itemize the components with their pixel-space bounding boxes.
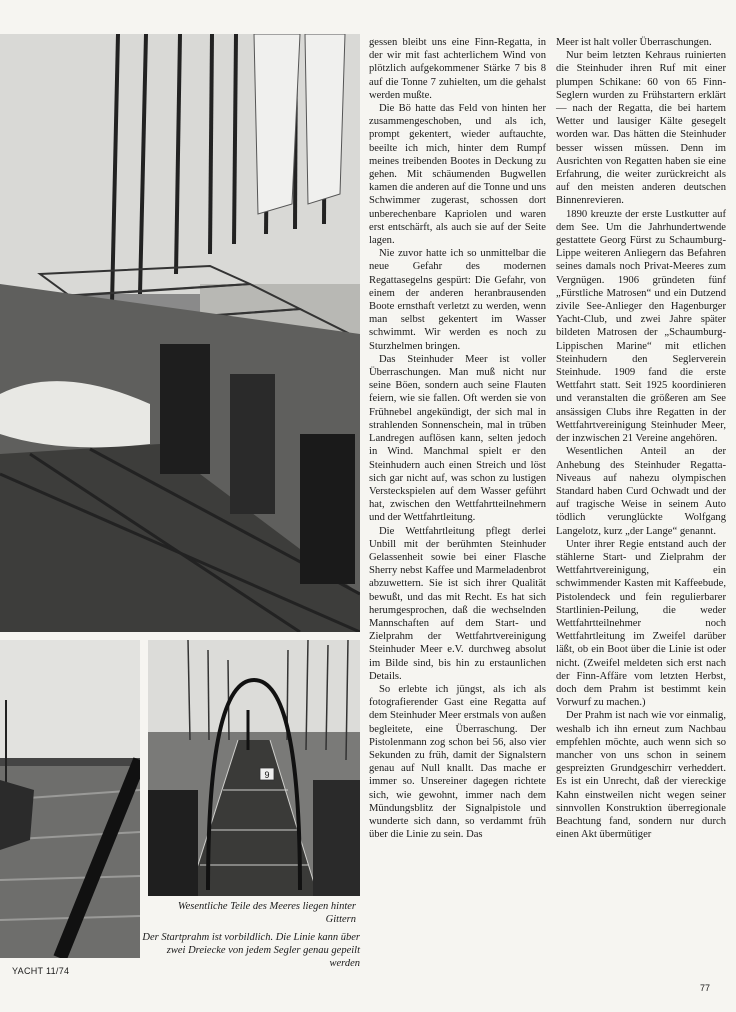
article-column-middle <box>369 36 546 841</box>
paragraph: gessen bleibt uns eine Finn-Regatta, in der wir mit fast achterlichem Wind von plötzlich aufgekommener Stärke 7 bis 8 auf die Tonne 7 zuhielten, um die gehalst werden mußte. <box>369 37 546 101</box>
sailboat-photo <box>0 640 140 958</box>
start-pontoon-photo <box>148 640 360 896</box>
paragraph: Die Wettfahrtleitung pflegt derlei Unbill mit der berühmten Steinhuder Gelassenheit sowie bei einer Flasche Sherry nebst Kaffee und Marmeladenbrot abzuwettern. Sie ist sich ihrer Qualität bewußt, und das mit Recht. Es hat sich herumgesprochen, daß die wechselnden Mannschaften auf dem Start- und Zielprahm der Wettfahrtvereinigung Steinhuder Meer e.V. durchweg absolut im Bilde sind, bis hin zu erstaunlichen Details. <box>369 525 546 682</box>
article-column-right <box>556 36 726 841</box>
photo-caption-startprahm: Der Startprahm ist vorbildlich. Die Linie kann über zwei Dreiecke von jedem Segler genau gepeilt werden <box>142 932 360 969</box>
magazine-issue: YACHT 11/74 <box>12 966 70 976</box>
paragraph: Wesentlichen Anteil an der Anhebung des Steinhuder Regatta-Niveaus auf nahezu olympischen Standard haben Curd Ochwadt und der auf tragische Weise in seinem Auto tödlich verunglückte Wolfgang Langelotz, kurz „der Lange“ genannt. <box>556 446 726 537</box>
page-number: 77 <box>700 983 711 993</box>
harbor-photo <box>0 34 360 632</box>
paragraph: Der Prahm ist nach wie vor einmalig, weshalb ich ihn erneut zum Nachbau empfehlen möchte, auch wenn sich so mancher von uns schon in seinem gespreizten Grundgeschirr verheddert. Es ist ein Unrecht, daß der viereckige Kahn einstweilen nicht wegen seiner sinnvollen Konstruktion überregionale Beachtung fand, sondern nur durch einen Akt übermütiger <box>556 710 726 841</box>
photo-caption-gitter: Wesentliche Teile des Meeres liegen hinter Gittern <box>177 901 356 925</box>
paragraph: 1890 kreuzte der erste Lustkutter auf dem See. Um die Jahrhundertwende gestattete Georg Fürst zu Schaumburg-Lippe weiteren Anliegern das Befahren seines damals noch Privat-Meeres zum Vergnügen. 1906 gründeten fünf „Fürstliche Matrosen“ und ein Dutzend zivile See-Anlieger den Hagenburger Yacht-Club, und zwei Jahre später bildeten Matrosen der „Schaumburg-Lippischen Marine“ mit etlichen Steinhudern den Seglerverein Steinhude. 1909 fand die erste Wettfahrt statt. Seit 1925 koordinieren und veranstalten die größeren am See ansässigen Clubs ihre Regatten in der Wettfahrtvereinigung Steinhuder Meer, der inzwischen 21 Vereine angehören. <box>556 208 726 445</box>
buoy-number: 9 <box>264 770 270 780</box>
paragraph: So erlebte ich jüngst, als ich als fotografierender Gast eine Regatta auf dem Steinhuder Meer erstmals von außen begleitete, eine Überraschung. Der Pistolenmann zog schon bei 56, also vier Sekunden zu früh, damit der Signalstern genau auf Null knallt. Das mache er immer so. Unsereiner dagegen richtete sich, wie gewohnt, immer nach dem Mündungsblitz der Signalpistole und wunderte sich dann, so verdammt früh über die Linie zu sein. Das <box>369 683 546 841</box>
paragraph: Das Steinhuder Meer ist voller Überraschungen. Man muß nicht nur seine Böen, sondern auch seine Flauten feiern, wie sie fallen. Oft werden sie von Frühnebel angekündigt, der sich mal in strahlenden Sonnenschein, mal in trüben Landregen auflösen kann, selten jedoch in Wind. Manchmal spielt er den Steinhudern auch einen Streich und löst sich gar nicht auf, was schon zu lustigen Versteckspielen auf dem Wasser geführt hat, zwischen den Wettfahrtteilnehmern und der Wettfahrtleitung. <box>369 353 546 524</box>
paragraph: Die Bö hatte das Feld von hinten her zusammengeschoben, und als ich, prompt gekentert, wieder auftauchte, beeilte ich mich, hinter dem Rumpf meines treibenden Bootes in Deckung zu gehen. Mit schäumenden Bugwellen kamen die anderen auf die Tonne und uns Schwimmer zugerast, schossen dort unberechenbare Kapriolen und waren erst entschärft, als auch sie auf der Seite lagen. <box>369 103 546 247</box>
paragraph: Unter ihrer Regie entstand auch der stählerne Start- und Zielprahm der Wettfahrtvereinigung, ein schwimmender Kasten mit Kaffeebude, Pistolendeck und fein regulierbarer Startlinien-Peilung, die weder Wettfahrtteilnehmer noch Wettfahrtleitung im Zweifel darüber läßt, ob ein Boot über die Linie ist oder nicht. (Zweifel meldeten sich erst nach der Finn-Affäre vom letzten Herbst, doch dem Prahm ist bestimmt kein Vorwurf zu machen.) <box>556 538 726 709</box>
paragraph: Nie zuvor hatte ich so unmittelbar die neue Gefahr des modernen Regattasegelns gespürt: Die Gefahr, von einem der anderen heranbrausenden Boote ernsthaft verletzt zu werden, wenn man selbst gekentert im Wasser schwimmt. Wir werden es noch zu Sturzhelmen bringen. <box>369 248 546 352</box>
paragraph: Meer ist halt voller Überraschungen. <box>556 37 712 48</box>
paragraph: Nur beim letzten Kehraus ruinierten die Steinhuder ihren Ruf mit einer plumpen Schikane: 60 von 65 Finn-Seglern wurden zu Frühstartern erklärt — nach der Regatta, die bei hartem Wetter und lausiger Kälte gesegelt worden war. Das hätten die Steinhuder besser wissen müssen. Denn im Ausrichten von Regatten haben sie eine Erfahrung, die weiter zurückreicht als auf den meisten anderen deutschen Binnenrevieren. <box>556 50 726 207</box>
